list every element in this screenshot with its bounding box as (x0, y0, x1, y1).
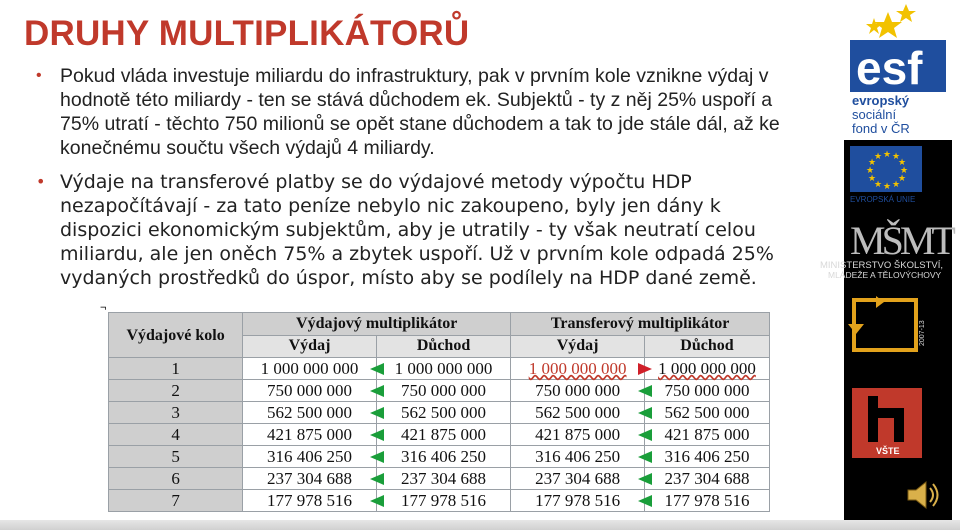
bottom-edge (0, 520, 960, 530)
header-expenditure-multiplier: Výdajový multiplikátor (243, 313, 511, 336)
esf-line-1: evropský (852, 93, 910, 108)
transfer-vydaj-cell: 1 000 000 000 (511, 358, 645, 380)
round-cell: 5 (109, 446, 243, 468)
table-row (109, 358, 770, 380)
table-row (109, 446, 770, 468)
bullet-item (36, 64, 806, 160)
page-title: DRUHY MULTIPLIKÁTORŮ (24, 14, 470, 53)
header-duchod: Důchod (376, 335, 510, 358)
round-cell: 7 (109, 490, 243, 512)
transfer-vydaj-cell: 237 304 688 (511, 468, 645, 490)
round-cell: 1 (109, 358, 243, 380)
op-year: 2007-13 (919, 320, 926, 346)
transfer-duchod-cell: 237 304 688 (644, 468, 769, 490)
corner-mark: ¬ (100, 302, 107, 314)
header-round: Výdajové kolo (109, 313, 243, 358)
expenditure-vydaj-cell: 1 000 000 000 (243, 358, 377, 380)
transfer-vydaj-cell: 421 875 000 (511, 424, 645, 446)
round-cell: 3 (109, 402, 243, 424)
msmt-line-2: MLÁDEŽE A TĚLOVÝCHOVY (828, 270, 942, 280)
msmt-line-1: MINISTERSTVO ŠKOLSTVÍ, (820, 260, 943, 271)
round-cell: 4 (109, 424, 243, 446)
expenditure-vydaj-cell: 562 500 000 (243, 402, 377, 424)
svg-text:★: ★ (874, 180, 883, 190)
svg-text:★: ★ (874, 152, 883, 162)
eu-label: EVROPSKÁ UNIE (850, 195, 916, 204)
multiplier-table (108, 312, 770, 512)
svg-text:★: ★ (883, 182, 892, 192)
vste-logo-icon (844, 384, 952, 464)
svg-text:★: ★ (900, 166, 909, 176)
expenditure-duchod-cell: 1 000 000 000 (376, 358, 510, 380)
vste-label: VŠTE (876, 446, 900, 456)
expenditure-duchod-cell: 750 000 000 (376, 380, 510, 402)
multiplier-table-image (102, 304, 770, 516)
expenditure-duchod-cell: 177 978 516 (376, 490, 510, 512)
header-transfer-multiplier: Transferový multiplikátor (511, 313, 770, 336)
svg-text:★: ★ (868, 174, 877, 184)
header-vydaj: Výdaj (243, 335, 377, 358)
expenditure-duchod-cell: 562 500 000 (376, 402, 510, 424)
esf-logo-icon (844, 4, 952, 140)
table-row (109, 402, 770, 424)
transfer-vydaj-cell: 177 978 516 (511, 490, 645, 512)
bullet-list (36, 64, 806, 300)
speaker-icon[interactable] (904, 478, 944, 512)
transfer-duchod-cell: 421 875 000 (644, 424, 769, 446)
bullet-item (36, 170, 806, 290)
bullet-text: Výdaje na transferové platby se do výdajové metody výpočtu HDP nezapočítávají - za tato peníze nebylo nic zakoupeno, byly jen dány k dispozici ekonomickým subjektům, aby je utratily - ty však neutratí celou miliardu, ale jen oněch 75% a zbytek uspoří. Už v prvním kole odpadá 25% vydaných prostředků do úspor, místo aby se podílely na HDP dané země. (60, 171, 774, 289)
expenditure-duchod-cell: 316 406 250 (376, 446, 510, 468)
bullet-text: Pokud vláda investuje miliardu do infrastruktury, pak v prvním kole vznikne výdaj v hodnotě této miliardy - ten se stává důchodem ek. Subjektů - ty z něj 25% uspoří a 75% utratí - těchto 750 milionů se opět stane důchodem a tak to jde stále dál, až ke konečnému součtu všech výdajů 4 miliardy. (60, 65, 780, 159)
expenditure-vydaj-cell: 177 978 516 (243, 490, 377, 512)
table-row (109, 380, 770, 402)
esf-line-2: sociální (852, 107, 897, 122)
expenditure-vydaj-cell: 750 000 000 (243, 380, 377, 402)
svg-text:★: ★ (898, 158, 907, 168)
bullet-dot-icon: • (36, 172, 46, 191)
round-cell: 2 (109, 380, 243, 402)
transfer-vydaj-cell: 316 406 250 (511, 446, 645, 468)
svg-text:★: ★ (892, 152, 901, 162)
transfer-duchod-cell: 562 500 000 (644, 402, 769, 424)
eu-flag-icon (844, 142, 952, 206)
transfer-duchod-cell: 316 406 250 (644, 446, 769, 468)
msmt-letters: MŠMT (850, 218, 952, 263)
svg-text:★: ★ (868, 158, 877, 168)
svg-text:★: ★ (866, 166, 875, 176)
round-cell: 6 (109, 468, 243, 490)
table-row (109, 490, 770, 512)
header-duchod: Důchod (644, 335, 769, 358)
bullet-dot-icon: • (36, 67, 42, 84)
table-row (109, 424, 770, 446)
op-frame-icon (844, 294, 952, 368)
expenditure-vydaj-cell: 421 875 000 (243, 424, 377, 446)
table-body (109, 358, 770, 512)
svg-text:★: ★ (883, 150, 892, 160)
expenditure-vydaj-cell: 237 304 688 (243, 468, 377, 490)
transfer-vydaj-cell: 750 000 000 (511, 380, 645, 402)
transfer-duchod-cell: 750 000 000 (644, 380, 769, 402)
table-row (109, 468, 770, 490)
svg-text:★: ★ (898, 174, 907, 184)
header-vydaj: Výdaj (511, 335, 645, 358)
sponsor-logo-column (820, 4, 952, 520)
expenditure-vydaj-cell: 316 406 250 (243, 446, 377, 468)
transfer-vydaj-cell: 562 500 000 (511, 402, 645, 424)
msmt-logo-icon (820, 202, 952, 282)
esf-main-text: esf (856, 42, 923, 94)
esf-line-3: fond v ČR (852, 121, 910, 136)
expenditure-duchod-cell: 421 875 000 (376, 424, 510, 446)
expenditure-duchod-cell: 237 304 688 (376, 468, 510, 490)
transfer-duchod-cell: 1 000 000 000 (644, 358, 769, 380)
svg-text:★: ★ (892, 180, 901, 190)
transfer-duchod-cell: 177 978 516 (644, 490, 769, 512)
